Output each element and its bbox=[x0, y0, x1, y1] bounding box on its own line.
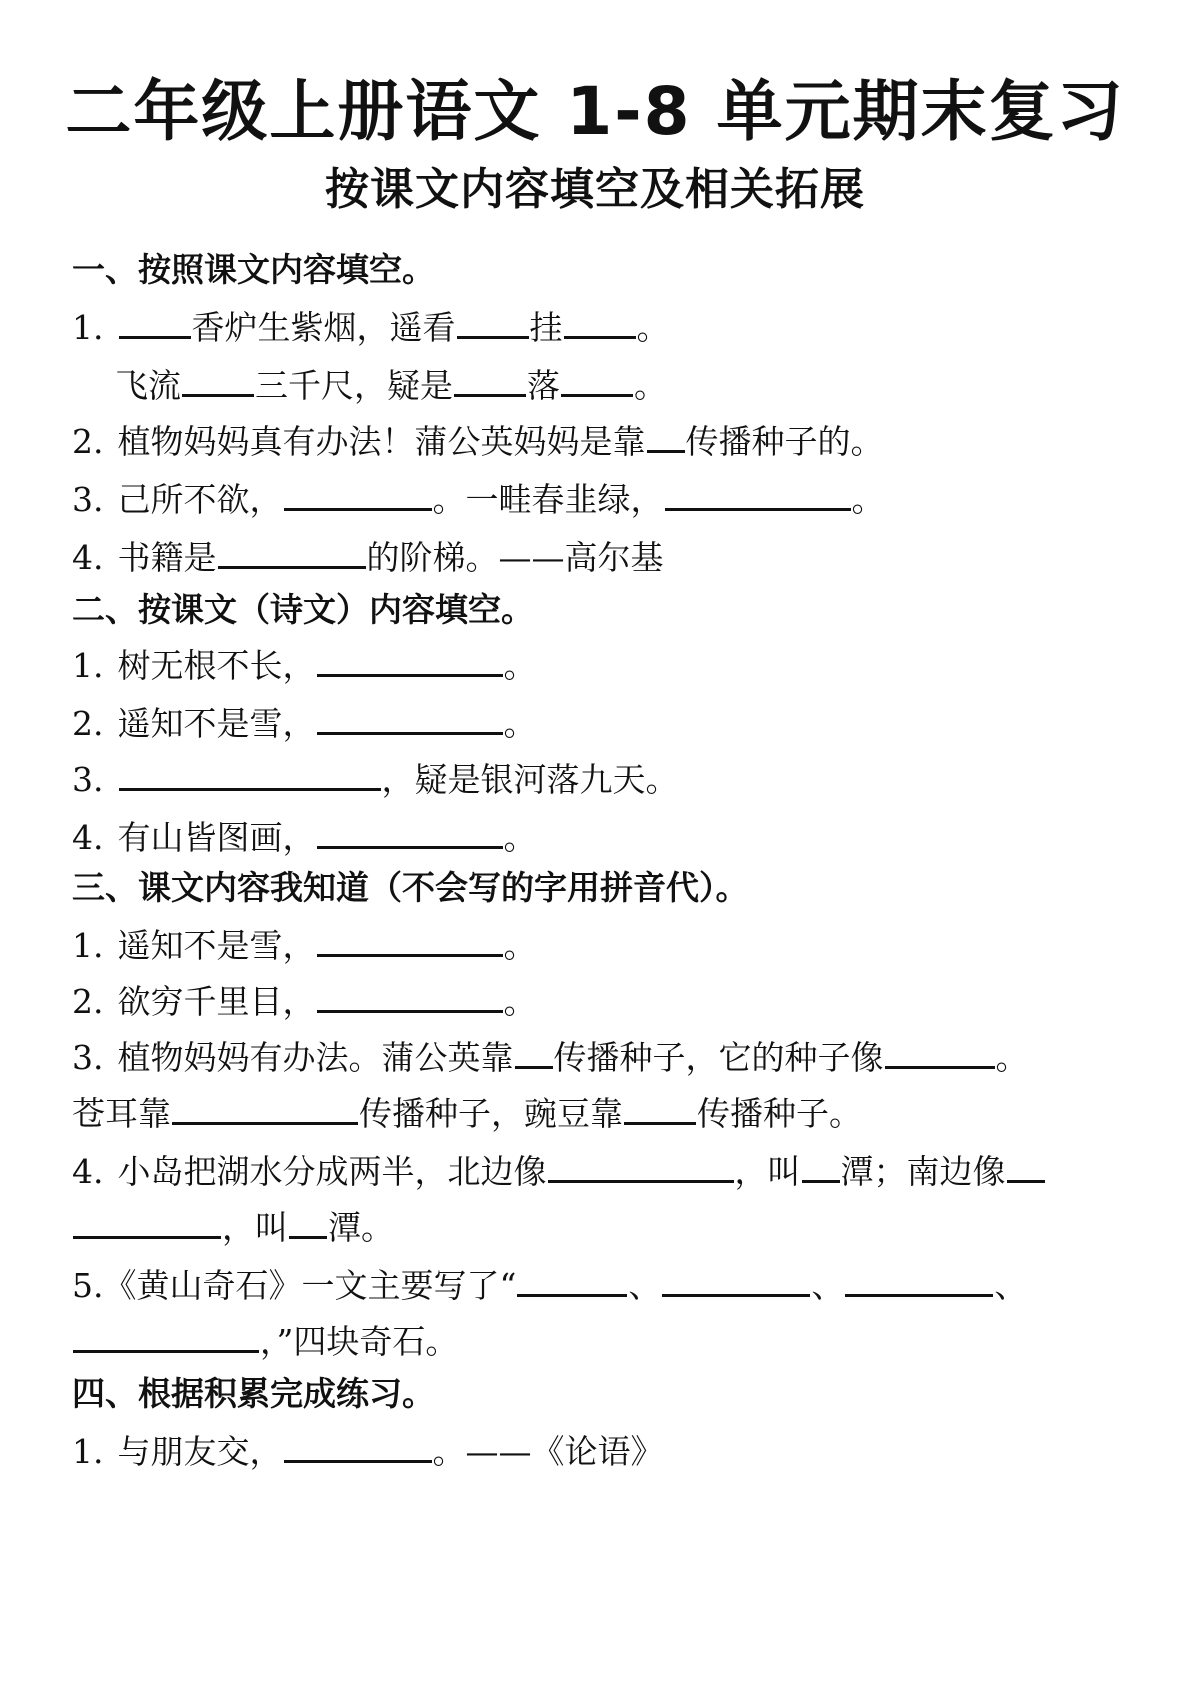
question-text: 、 bbox=[628, 1266, 662, 1305]
section-4-heading: 四、根据积累完成练习。 bbox=[72, 1374, 435, 1413]
question-text: 。 bbox=[851, 480, 885, 519]
question-text: 。一畦春韭绿， bbox=[432, 480, 664, 519]
section-3-heading: 三、课文内容我知道（不会写的字用拼音代）。 bbox=[72, 868, 749, 907]
answer-blank[interactable] bbox=[457, 310, 529, 339]
question-text: 潭；南边像 bbox=[840, 1152, 1006, 1191]
s1-q2 bbox=[72, 420, 884, 464]
question-text: 香炉生紫烟，遥看 bbox=[191, 308, 456, 347]
question-text: 、 bbox=[994, 1266, 1028, 1305]
s1-q4 bbox=[72, 536, 664, 580]
s3-q4-line2 bbox=[72, 1206, 394, 1250]
s3-q5 bbox=[72, 1264, 1027, 1308]
answer-blank[interactable] bbox=[802, 1154, 840, 1183]
question-number: 2. bbox=[72, 422, 104, 461]
s3-q5-line2 bbox=[72, 1320, 458, 1364]
question-text: 小岛把湖水分成两半，北边像 bbox=[117, 1152, 547, 1191]
answer-blank[interactable] bbox=[182, 368, 254, 397]
question-text: 传播种子。 bbox=[697, 1094, 862, 1133]
question-text: 5.《黄山奇石》一文主要写了“ bbox=[72, 1266, 517, 1305]
question-text: 。——《论语》 bbox=[432, 1432, 664, 1471]
answer-blank[interactable] bbox=[218, 540, 366, 569]
s3-q3-line2 bbox=[72, 1092, 862, 1136]
s2-q3 bbox=[72, 758, 679, 802]
question-text: 遥知不是雪， bbox=[117, 704, 316, 743]
section-1-heading: 一、按照课文内容填空。 bbox=[72, 250, 435, 289]
answer-blank[interactable] bbox=[289, 1210, 327, 1239]
section-2-heading: 二、按课文（诗文）内容填空。 bbox=[72, 590, 534, 629]
s2-q4 bbox=[72, 816, 537, 860]
question-text: 有山皆图画， bbox=[117, 818, 316, 857]
answer-blank[interactable] bbox=[284, 482, 432, 511]
answer-blank[interactable] bbox=[317, 706, 503, 735]
page-subtitle: 按课文内容填空及相关拓展 bbox=[325, 164, 865, 215]
s1-q3 bbox=[72, 478, 885, 522]
page-title: 二年级上册语文 1-8 单元期末复习 bbox=[65, 73, 1125, 150]
question-number: 3. bbox=[72, 480, 104, 519]
question-text: 苍耳靠 bbox=[72, 1094, 171, 1133]
question-text: 传播种子，豌豆靠 bbox=[359, 1094, 623, 1133]
question-text: ，疑是银河落九天。 bbox=[381, 760, 679, 799]
s2-q1 bbox=[72, 644, 537, 688]
question-number: 2. bbox=[72, 704, 104, 743]
s3-q1 bbox=[72, 924, 537, 968]
answer-blank[interactable] bbox=[317, 820, 503, 849]
answer-blank[interactable] bbox=[284, 1434, 432, 1463]
s1-q1-line2 bbox=[115, 364, 667, 408]
answer-blank[interactable] bbox=[172, 1096, 358, 1125]
question-number: 1. bbox=[72, 308, 104, 347]
s1-q1 bbox=[72, 306, 670, 350]
question-text: 。 bbox=[503, 818, 537, 857]
question-text: 。 bbox=[503, 982, 537, 1021]
answer-blank[interactable] bbox=[561, 368, 633, 397]
question-text: 植物妈妈有办法。蒲公英靠 bbox=[117, 1038, 514, 1077]
question-text: 落 bbox=[527, 366, 560, 405]
s2-q2 bbox=[72, 702, 537, 746]
question-text: 飞流 bbox=[115, 366, 181, 405]
answer-blank[interactable] bbox=[317, 928, 503, 957]
question-number: 1. bbox=[72, 926, 104, 965]
question-number: 4. bbox=[72, 538, 104, 577]
question-text: 遥知不是雪， bbox=[117, 926, 316, 965]
question-text: ，叫 bbox=[222, 1208, 288, 1247]
answer-blank[interactable] bbox=[119, 762, 381, 791]
question-text: 树无根不长， bbox=[117, 646, 316, 685]
answer-blank[interactable] bbox=[73, 1210, 221, 1239]
answer-blank[interactable] bbox=[454, 368, 526, 397]
answer-blank[interactable] bbox=[73, 1324, 259, 1353]
s3-q3 bbox=[72, 1036, 1029, 1080]
question-text: ，叫 bbox=[734, 1152, 801, 1191]
question-text: 书籍是 bbox=[117, 538, 217, 577]
answer-blank[interactable] bbox=[517, 1268, 627, 1297]
answer-blank[interactable] bbox=[647, 424, 685, 453]
question-number: 3. bbox=[72, 1038, 104, 1077]
question-text: 。 bbox=[634, 366, 667, 405]
answer-blank[interactable] bbox=[885, 1040, 995, 1069]
question-text: 挂 bbox=[529, 308, 563, 347]
question-text: 。 bbox=[503, 704, 537, 743]
question-number: 1. bbox=[72, 1432, 104, 1471]
question-number: 1. bbox=[72, 646, 104, 685]
question-number: 3. bbox=[72, 760, 104, 799]
question-text: 植物妈妈真有办法！蒲公英妈妈是靠 bbox=[117, 422, 646, 461]
question-text: 与朋友交， bbox=[117, 1432, 283, 1471]
s3-q4 bbox=[72, 1150, 1046, 1194]
answer-blank[interactable] bbox=[317, 648, 503, 677]
question-number: 4. bbox=[72, 1152, 104, 1191]
question-text: ，”四块奇石。 bbox=[260, 1322, 459, 1361]
question-text: 。 bbox=[995, 1038, 1029, 1077]
answer-blank[interactable] bbox=[564, 310, 636, 339]
answer-blank[interactable] bbox=[1007, 1154, 1045, 1183]
answer-blank[interactable] bbox=[624, 1096, 696, 1125]
question-text: 。 bbox=[503, 646, 537, 685]
question-text: 。 bbox=[503, 926, 537, 965]
answer-blank[interactable] bbox=[119, 310, 191, 339]
s4-q1 bbox=[72, 1430, 664, 1474]
question-text: 的阶梯。——高尔基 bbox=[366, 538, 664, 577]
question-number: 4. bbox=[72, 818, 104, 857]
question-number: 2. bbox=[72, 982, 104, 1021]
answer-blank[interactable] bbox=[515, 1040, 553, 1069]
question-text: 传播种子的。 bbox=[685, 422, 884, 461]
question-text: 欲穷千里目， bbox=[117, 982, 316, 1021]
question-text: 己所不欲， bbox=[117, 480, 283, 519]
s3-q2 bbox=[72, 980, 537, 1024]
question-text: 、 bbox=[811, 1266, 845, 1305]
answer-blank[interactable] bbox=[665, 482, 851, 511]
question-text: 传播种子，它的种子像 bbox=[553, 1038, 884, 1077]
question-text: 潭。 bbox=[328, 1208, 394, 1247]
question-text: 。 bbox=[636, 308, 670, 347]
question-text: 三千尺，疑是 bbox=[255, 366, 453, 405]
answer-blank[interactable] bbox=[662, 1268, 810, 1297]
answer-blank[interactable] bbox=[845, 1268, 993, 1297]
answer-blank[interactable] bbox=[548, 1154, 734, 1183]
answer-blank[interactable] bbox=[317, 984, 503, 1013]
